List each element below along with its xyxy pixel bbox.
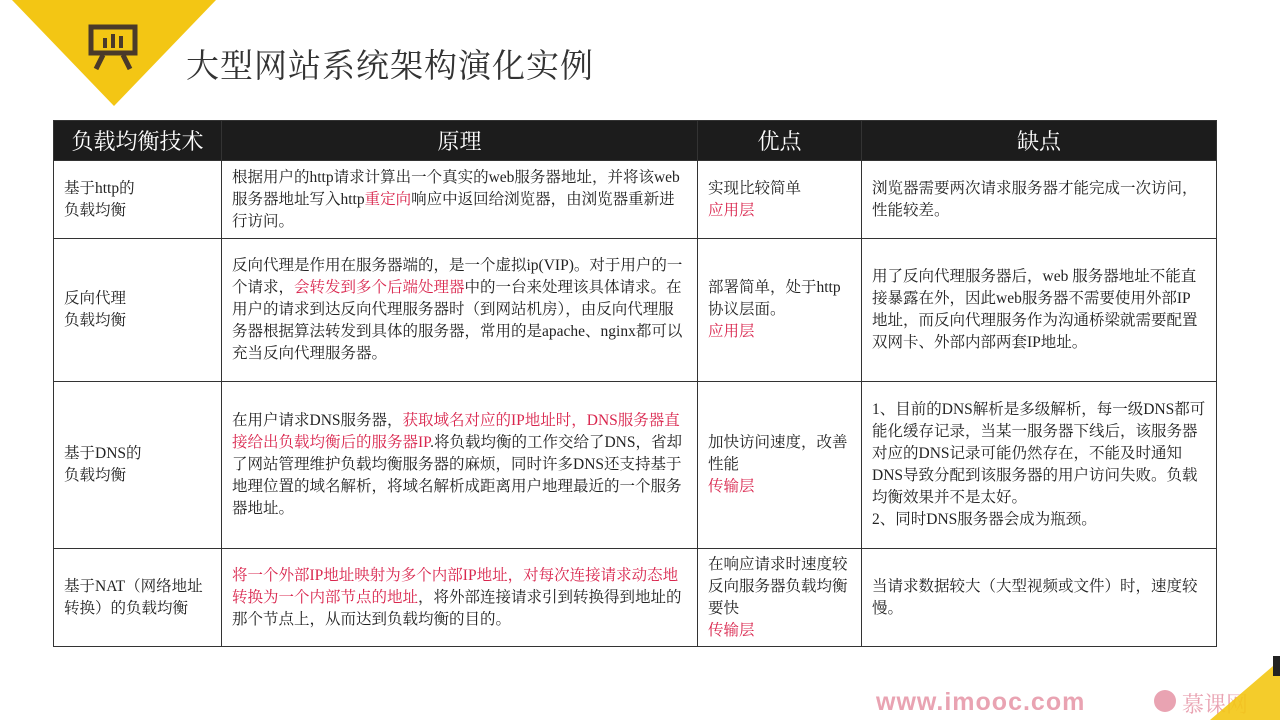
corner-tab [1273,656,1280,676]
table-header-row [54,121,1217,161]
header-tech: 负载均衡技术 [54,121,222,161]
header-principle: 原理 [222,121,698,161]
cell-cons [862,382,1217,549]
table-row [54,549,1217,647]
highlighted-text: 重定向 [364,190,412,208]
corner-decoration [1210,660,1280,720]
highlighted-text: 将一个外部IP地址映射为多个内部IP地址，对每次连接请求动态地转换为一个内部节点的地址 [232,566,679,606]
cell-text: .将负载均衡的工作交给了DNS，省却了网站管理维护负载均衡服务器的麻烦，同时许多DNS还支持基于地理位置的域名解析，将域名解析成距离用户地理最近的一个服务器地址。 [232,434,682,517]
cell-text: 在用户请求DNS服务器， [232,412,403,429]
cell-text: 基于http的 负载均衡 [64,179,135,219]
cell-principle [222,382,698,549]
cell-cons [862,549,1217,647]
cell-cons [862,161,1217,239]
highlighted-text: 传输层 [708,478,755,495]
cell-cons [862,239,1217,382]
cell-text: 根据用户的http请求计算出一个真实的web服务器地址，并将该web服务器地址写入http [232,168,680,208]
table-row [54,382,1217,549]
cell-tech [54,549,222,647]
cell-pros [698,239,862,382]
footer-url: www.imooc.com [876,688,1086,716]
cell-tech [54,161,222,239]
cell-pros [698,382,862,549]
cell-tech [54,239,222,382]
highlighted-text: 获取域名对应的IP地址时，DNS服务器直接给出负载均衡后的服务器IP [232,412,680,451]
highlighted-text: 传输层 [708,621,755,639]
cell-text: 浏览器需要两次请求服务器才能完成一次访问，性能较差。 [872,179,1198,219]
cell-principle [222,549,698,647]
imooc-flame-icon [1154,690,1176,712]
cell-text: 基于NAT（网络地址转换）的负载均衡 [64,577,203,617]
cell-text: 用了反向代理服务器后，web 服务器地址不能直接暴露在外，因此web服务器不需要使用外部IP地址，而反向代理服务作为沟通桥梁就需要配置双网卡、外部内部两套IP地址。 [872,268,1198,351]
cell-principle [222,239,698,382]
cell-text: 加快访问速度，改善性能 [708,434,848,473]
highlighted-text: 应用层 [708,201,755,219]
cell-text: 响应中返回给浏览器，由浏览器重新进行访问。 [232,190,675,230]
page-title: 大型网站系统架构演化实例 [186,47,594,84]
cell-text: 1、目前的DNS解析是多级解析，每一级DNS都可能化缓存记录，当某一服务器下线后，该服务器对应的DNS记录可能仍然存在，不能及时通知DNS导致分配到该服务器的用户访问失败。负载均衡效果并不是太好。 2、同时DNS服务器会成为瓶颈。 [872,401,1206,528]
cell-text: 反向代理是作用在服务器端的，是一个虚拟ip(VIP)。对于用户的一个请求， [232,257,683,296]
load-balancing-table [53,120,1217,647]
cell-text: 中的一台来处理该具体请求。在用户的请求到达反向代理服务器时（到网站机房），由反向代理服务器根据算法转发到具体的服务器，常用的是apache、nginx都可以充当反向代理服务器。 [232,279,683,362]
highlighted-text: 应用层 [708,323,755,340]
cell-pros [698,549,862,647]
cell-tech [54,382,222,549]
cell-text: ，将外部连接请求引到转换得到地址的那个节点上，从而达到负载均衡的目的。 [232,588,682,628]
highlighted-text: 会转发到多个后端处理器 [294,279,465,296]
header-pros: 优点 [698,121,862,161]
cell-text: 部署简单，处于http协议层面。 [708,279,841,318]
cell-text: 当请求数据较大（大型视频或文件）时，速度较慢。 [872,577,1198,617]
cell-text: 在响应请求时速度较反向服务器负载均衡要快 [708,555,848,617]
cell-text: 基于DNS的 负载均衡 [64,445,142,484]
cell-text: 实现比较简单 [708,179,802,197]
footer-brand: 慕课网 [1182,692,1249,717]
cell-principle [222,161,698,239]
table-row [54,239,1217,382]
header-cons: 缺点 [862,121,1217,161]
table-row [54,161,1217,239]
cell-text: 反向代理 负载均衡 [64,290,127,329]
cell-pros [698,161,862,239]
presentation-chart-icon [88,24,138,70]
